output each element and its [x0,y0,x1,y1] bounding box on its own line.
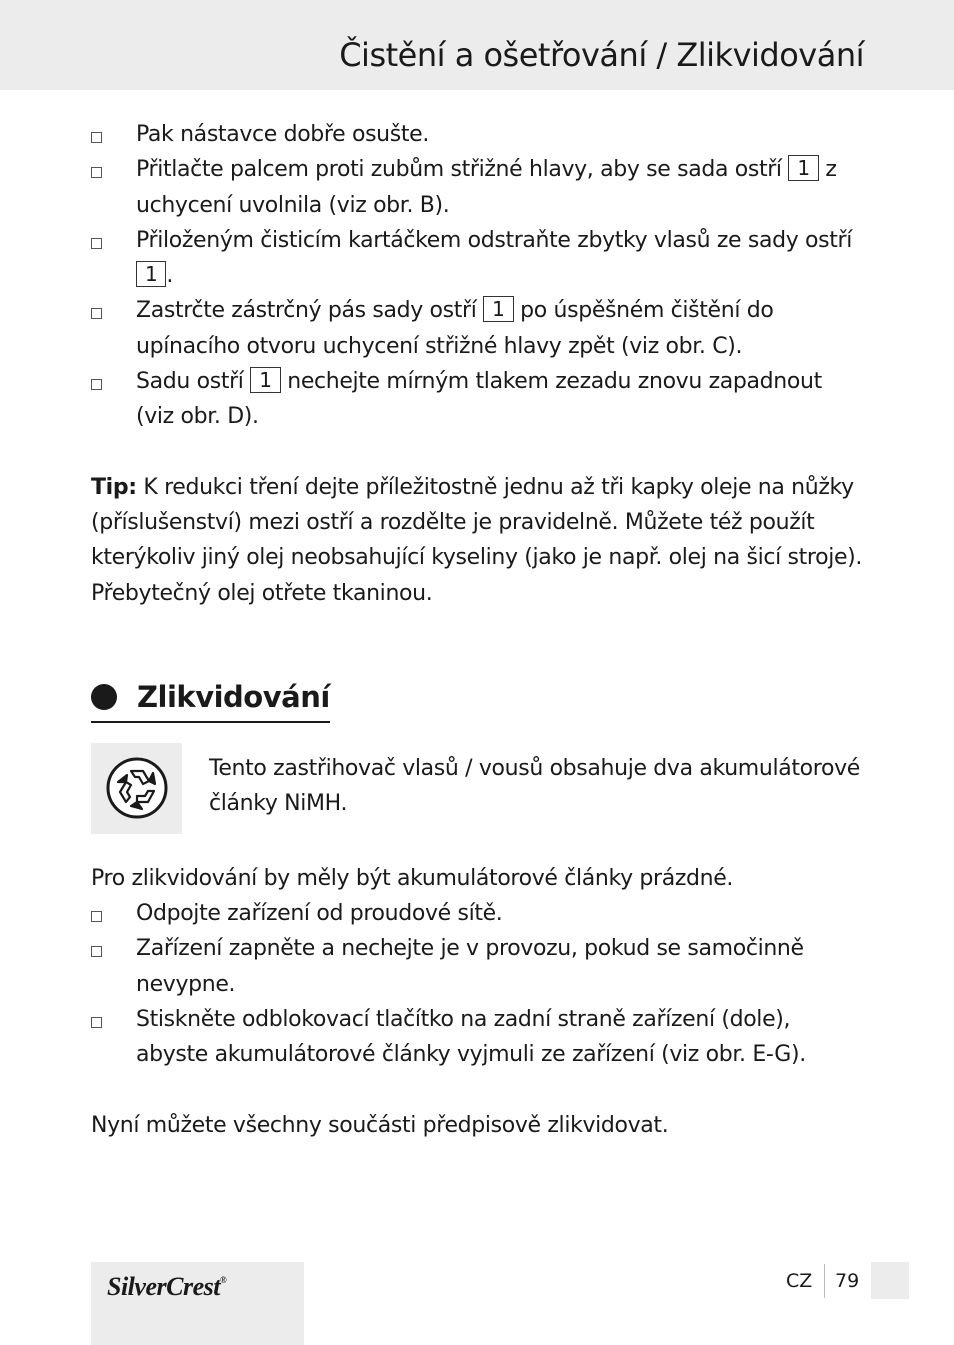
bullet-box-icon [91,946,102,957]
list-item: Sadu ostří 1 nechejte mírným tlakem zezadu znovu zapadnout (viz obr. D). [91,364,866,435]
list-item: Zastrčte zástrčný pás sady ostří 1 po úspěšném čištění do upínacího otvoru uchycení střižné hlavy zpět (viz obr. C). [91,293,866,364]
disposal-steps [91,896,866,1072]
bullet-box-icon [91,132,102,143]
header-band [0,0,954,90]
language-code: CZ [786,1270,813,1292]
bullet-dot-icon [91,684,117,710]
bullet-box-icon [91,911,102,922]
recycle-notice [91,743,866,834]
page-number: 79 [835,1270,860,1292]
recycle-icon [91,743,182,834]
list-item: Přitlačte palcem proti zubům střižné hlavy, aby se sada ostří 1 z uchycení uvolnila (viz obr. B). [91,152,866,223]
bullet-box-icon [91,1017,102,1028]
brand-logo [91,1262,304,1345]
list-item: Odpojte zařízení od proudové sítě. [91,896,866,931]
list-item: Přiloženým čisticím kartáčkem odstraňte zbytky vlasů ze sady ostří 1 . [91,223,866,294]
part-reference: 1 [483,296,513,322]
section-title: Zlikvidování [137,679,330,714]
part-reference: 1 [136,261,166,287]
logo-text: SilverCrest® [107,1272,227,1301]
closing-text: Nyní můžete všechny součásti předpisově zlikvidovat. [91,1112,669,1138]
list-item: Pak nástavce dobře osušte. [91,117,866,152]
bullet-box-icon [91,238,102,249]
footer-divider [824,1264,825,1298]
section-heading [91,675,330,723]
disposal-intro: Pro zlikvidování by měly být akumulátorové články prázdné. [91,865,734,891]
footer-tab [871,1262,909,1299]
part-reference: 1 [788,155,818,181]
bullet-box-icon [91,379,102,390]
bullet-box-icon [91,167,102,178]
list-item: Stiskněte odblokovací tlačítko na zadní straně zařízení (dole), abyste akumulátorové články vyjmuli ze zařízení (viz obr. E-G). [91,1002,866,1073]
part-reference: 1 [250,367,280,393]
cleaning-steps [91,117,866,435]
list-item: Zařízení zapněte a nechejte je v provozu, pokud se samočinně nevypne. [91,931,866,1002]
tip-text: K redukci tření dejte příležitostně jednu až tři kapky oleje na nůžky (příslušenství) mezi ostří a rozdělte je pravidelně. Můžete též použít kterýkoliv jiný olej neobsahující kyseliny (jako je např. olej na šicí stroje). Přebytečný olej otřete tkaninou. [91,474,863,606]
recycle-text: Tento zastřihovač vlasů / vousů obsahuje dva akumulátorové články NiMH. [209,755,860,817]
page-title: Čistění a ošetřování / Zlikvidování [339,36,864,74]
tip-label: Tip: [91,474,137,500]
page-content [91,117,866,1143]
bullet-box-icon [91,308,102,319]
tip-paragraph [91,470,866,611]
